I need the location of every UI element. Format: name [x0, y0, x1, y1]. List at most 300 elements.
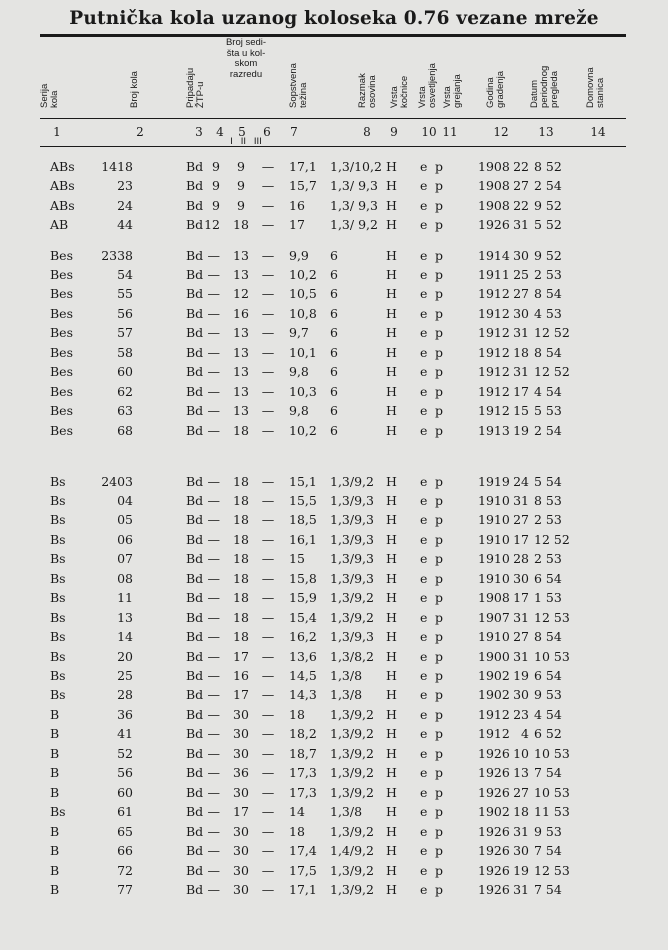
seats-class-3: —: [261, 422, 275, 438]
tare-weight: 15: [289, 551, 305, 567]
seats-class-1: —: [207, 745, 220, 761]
table-row: [0, 783, 668, 802]
wagon-number: 1418: [101, 159, 133, 174]
lighting-type: e: [420, 217, 428, 233]
build-year: 1910: [478, 551, 510, 567]
build-year: 1910: [478, 570, 510, 586]
seats-class-1: —: [207, 590, 220, 606]
table-row: [0, 265, 668, 284]
inspection-date: 10 53: [534, 648, 570, 664]
table-row: [0, 176, 668, 195]
lighting-type: e: [420, 745, 428, 761]
owner: Bd: [186, 862, 204, 878]
axle-spacing: 1,3/ 9,2: [330, 217, 378, 233]
brake-type: H: [386, 531, 397, 547]
seats-class-1: 9: [212, 159, 220, 174]
seats-class-3: —: [261, 706, 275, 722]
seats-class-3: —: [261, 492, 275, 508]
lighting-type: e: [420, 286, 428, 302]
seats-class-2: 18: [233, 473, 249, 489]
owner: Bd: [186, 570, 204, 586]
inspection-day: 31: [513, 325, 529, 341]
build-year: 1911: [478, 266, 510, 282]
axle-spacing: 1,3/ 9,3: [330, 178, 378, 194]
build-year: 1908: [478, 590, 510, 606]
brake-type: H: [386, 687, 397, 703]
seats-class-2: 9: [237, 159, 245, 174]
seats-class-2: 9: [237, 178, 245, 194]
axle-spacing: 1,3/9,2: [330, 590, 374, 606]
wagon-number: 28: [117, 687, 133, 703]
seats-class-1: —: [207, 364, 220, 380]
seats-class-3: —: [261, 178, 275, 194]
heating-type: p: [435, 648, 444, 664]
axle-spacing: 1,3/9,2: [330, 473, 374, 489]
build-year: 1910: [478, 531, 510, 547]
wagon-series: Bes: [50, 286, 73, 302]
seats-class-3: —: [261, 531, 275, 547]
tare-weight: 15,9: [289, 590, 317, 606]
build-year: 1926: [478, 784, 510, 800]
seats-class-3: —: [261, 403, 275, 419]
inspection-date: 2 53: [534, 551, 562, 567]
wagon-number: 2403: [101, 473, 133, 489]
inspection-date: 5 53: [534, 403, 562, 419]
brake-type: H: [386, 726, 397, 742]
owner: Bd: [186, 668, 204, 683]
inspection-day: 30: [513, 570, 529, 586]
wagon-series: Bs: [50, 668, 66, 683]
brake-type: H: [386, 823, 397, 839]
owner: Bd: [186, 648, 204, 664]
inspection-day: 22: [513, 197, 529, 213]
heating-type: p: [435, 881, 444, 897]
owner: Bd: [186, 217, 204, 233]
lighting-type: e: [420, 726, 428, 742]
inspection-date: 9 52: [534, 197, 562, 213]
tare-weight: 17,3: [289, 784, 317, 800]
inspection-day: 23: [513, 706, 529, 722]
heating-type: p: [435, 492, 444, 508]
tare-weight: 17: [289, 217, 305, 233]
lighting-type: e: [420, 804, 428, 820]
wagon-number: 72: [117, 862, 133, 878]
seats-class-1: 9: [212, 197, 220, 213]
brake-type: H: [386, 383, 397, 399]
owner: Bd: [186, 403, 204, 419]
column-number: 6: [263, 125, 271, 139]
header-pregled: Datum periodnog pregleda: [529, 65, 560, 108]
column-number: 8: [363, 125, 371, 139]
inspection-date: 5 54: [534, 473, 562, 489]
column-number: 7: [290, 125, 298, 139]
owner: Bd: [186, 531, 204, 547]
wagon-number: 57: [117, 325, 133, 341]
wagon-series: Bes: [50, 403, 73, 419]
build-year: 1926: [478, 765, 510, 781]
axle-spacing: 1,3/9,3: [330, 512, 374, 528]
inspection-date: 2 53: [534, 266, 562, 282]
wagon-series: B: [50, 745, 60, 761]
seats-class-1: —: [207, 325, 220, 341]
inspection-day: 18: [513, 804, 529, 820]
heating-type: p: [435, 286, 444, 302]
brake-type: H: [386, 745, 397, 761]
table-row: [0, 724, 668, 743]
inspection-day: 31: [513, 823, 529, 839]
table-row: [0, 666, 668, 685]
owner: Bd: [186, 286, 204, 302]
inspection-day: 25: [513, 266, 529, 282]
wagon-series: Bs: [50, 551, 66, 567]
wagon-series: B: [50, 706, 60, 722]
lighting-type: e: [420, 159, 428, 174]
lighting-type: e: [420, 648, 428, 664]
wagon-series: Bes: [50, 364, 73, 380]
column-number: 9: [390, 125, 398, 139]
brake-type: H: [386, 344, 397, 360]
seats-class-3: —: [261, 687, 275, 703]
wagon-series: Bes: [50, 247, 73, 263]
build-year: 1908: [478, 159, 510, 174]
seats-class-3: —: [261, 765, 275, 781]
table-row: [0, 705, 668, 724]
build-year: 1912: [478, 403, 510, 419]
seats-class-1: —: [207, 687, 220, 703]
seats-class-3: —: [261, 629, 275, 645]
table-row: [0, 510, 668, 529]
wagon-series: Bs: [50, 570, 66, 586]
axle-spacing: 1,3/9,3: [330, 570, 374, 586]
table-row: [0, 323, 668, 342]
inspection-date: 8 54: [534, 344, 562, 360]
lighting-type: e: [420, 570, 428, 586]
lighting-type: e: [420, 765, 428, 781]
wagon-series: Bes: [50, 325, 73, 341]
seats-class-1: —: [207, 570, 220, 586]
table-row: [0, 472, 668, 491]
table-row: [0, 647, 668, 666]
seats-class-1: 9: [212, 178, 220, 194]
heating-type: p: [435, 512, 444, 528]
owner: Bd: [186, 305, 204, 321]
heating-type: p: [435, 570, 444, 586]
axle-spacing: 1,3/8,2: [330, 648, 374, 664]
table-row: [0, 421, 668, 440]
inspection-date: 9 53: [534, 687, 562, 703]
lighting-type: e: [420, 551, 428, 567]
tare-weight: 15,5: [289, 492, 317, 508]
table-row: [0, 841, 668, 860]
wagon-number: 56: [117, 765, 133, 781]
tare-weight: 17,1: [289, 159, 317, 174]
inspection-day: 31: [513, 881, 529, 897]
brake-type: H: [386, 609, 397, 625]
inspection-day: 30: [513, 247, 529, 263]
heating-type: p: [435, 305, 444, 321]
lighting-type: e: [420, 403, 428, 419]
inspection-day: 17: [513, 383, 529, 399]
seats-class-3: —: [261, 286, 275, 302]
inspection-date: 12 53: [534, 862, 570, 878]
wagon-number: 60: [117, 784, 133, 800]
inspection-day: 30: [513, 305, 529, 321]
seats-class-3: —: [261, 325, 275, 341]
inspection-day: 31: [513, 217, 529, 233]
seats-class-3: —: [261, 512, 275, 528]
axle-spacing: 1,3/9,3: [330, 551, 374, 567]
owner: Bd: [186, 881, 204, 897]
brake-type: H: [386, 590, 397, 606]
table-row: [0, 284, 668, 303]
inspection-day: 30: [513, 843, 529, 859]
wagon-series: Bs: [50, 687, 66, 703]
column-number: 2: [136, 125, 144, 139]
inspection-day: 19: [513, 668, 529, 683]
axle-spacing: 1,3/9,2: [330, 862, 374, 878]
wagon-series: ABs: [50, 159, 75, 174]
tare-weight: 17,1: [289, 881, 317, 897]
inspection-day: 19: [513, 422, 529, 438]
lighting-type: e: [420, 512, 428, 528]
build-year: 1910: [478, 492, 510, 508]
wagon-number: 24: [117, 197, 133, 213]
seats-class-2: 18: [233, 609, 249, 625]
heating-type: p: [435, 364, 444, 380]
seats-class-2: 18: [233, 492, 249, 508]
seats-class-1: —: [207, 383, 220, 399]
inspection-date: 10 53: [534, 784, 570, 800]
column-number: 3: [195, 125, 203, 139]
seats-class-2: 18: [233, 512, 249, 528]
inspection-date: 12 53: [534, 609, 570, 625]
seats-class-3: —: [261, 823, 275, 839]
inspection-date: 7 54: [534, 765, 562, 781]
table-row: [0, 246, 668, 265]
tare-weight: 18,5: [289, 512, 317, 528]
heating-type: p: [435, 383, 444, 399]
wagon-number: 56: [117, 305, 133, 321]
owner: Bd: [186, 823, 204, 839]
heating-type: p: [435, 197, 444, 213]
seats-class-3: —: [261, 745, 275, 761]
build-year: 1908: [478, 178, 510, 194]
seats-class-1: —: [207, 862, 220, 878]
wagon-series: ABs: [50, 178, 75, 194]
table-row: [0, 530, 668, 549]
tare-weight: 18: [289, 706, 305, 722]
seats-class-3: —: [261, 473, 275, 489]
build-year: 1902: [478, 668, 510, 683]
wagon-series: ABs: [50, 197, 75, 213]
inspection-date: 5 52: [534, 217, 562, 233]
inspection-date: 7 54: [534, 843, 562, 859]
table-row: [0, 685, 668, 704]
owner: Bd: [186, 473, 204, 489]
wagon-series: B: [50, 862, 60, 878]
seats-class-1: —: [207, 881, 220, 897]
owner: Bd: [186, 784, 204, 800]
inspection-day: 18: [513, 344, 529, 360]
table-row: [0, 157, 668, 176]
inspection-day: 15: [513, 403, 529, 419]
wagon-number: 36: [117, 706, 133, 722]
seats-class-2: 17: [233, 804, 249, 820]
seats-class-2: 30: [233, 706, 249, 722]
inspection-day: 31: [513, 609, 529, 625]
wagon-series: Bs: [50, 473, 66, 489]
inspection-date: 4 53: [534, 305, 562, 321]
axle-spacing: 1,3/9,3: [330, 629, 374, 645]
axle-spacing: 1,3/9,2: [330, 823, 374, 839]
wagon-number: 07: [117, 551, 133, 567]
axle-spacing: 1,3/9,2: [330, 609, 374, 625]
seats-class-1: —: [207, 512, 220, 528]
tare-weight: 9,9: [289, 247, 309, 263]
column-number: 1: [53, 125, 61, 139]
inspection-date: 7 54: [534, 881, 562, 897]
table-row: [0, 627, 668, 646]
brake-type: H: [386, 881, 397, 897]
lighting-type: e: [420, 422, 428, 438]
seats-class-2: 30: [233, 843, 249, 859]
wagon-number: 20: [117, 648, 133, 664]
inspection-day: 17: [513, 590, 529, 606]
brake-type: H: [386, 706, 397, 722]
wagon-number: 65: [117, 823, 133, 839]
owner: Bd: [186, 364, 204, 380]
inspection-date: 12 52: [534, 531, 570, 547]
column-number: 5: [238, 125, 246, 139]
heating-type: p: [435, 765, 444, 781]
owner: Bd: [186, 609, 204, 625]
tare-weight: 10,5: [289, 286, 317, 302]
table-row: [0, 569, 668, 588]
inspection-date: 4 54: [534, 706, 562, 722]
header-kocnica: Vrsta kočnice: [389, 75, 410, 108]
inspection-date: 2 54: [534, 178, 562, 194]
heating-type: p: [435, 551, 444, 567]
brake-type: H: [386, 364, 397, 380]
build-year: 1900: [478, 648, 510, 664]
owner: Bd: [186, 745, 204, 761]
seats-class-1: —: [207, 551, 220, 567]
seats-class-3: —: [261, 881, 275, 897]
brake-type: H: [386, 159, 397, 174]
owner: Bd: [186, 247, 204, 263]
tare-weight: 18: [289, 823, 305, 839]
axle-spacing: 1,3/8: [330, 687, 363, 703]
header-godina: Godina gradenja: [485, 71, 506, 108]
wagon-number: 77: [117, 881, 133, 897]
header-stanica: Domovna stanica: [585, 67, 606, 108]
seats-class-1: —: [207, 247, 220, 263]
heating-type: p: [435, 344, 444, 360]
seats-class-2: 18: [233, 217, 249, 233]
build-year: 1902: [478, 804, 510, 820]
lighting-type: e: [420, 609, 428, 625]
brake-type: H: [386, 784, 397, 800]
table-row: [0, 491, 668, 510]
axle-spacing: 6: [330, 266, 338, 282]
header-razmak: Razmak osovina: [357, 73, 378, 108]
wagon-series: B: [50, 765, 60, 781]
inspection-day: 17: [513, 531, 529, 547]
tare-weight: 15,1: [289, 473, 317, 489]
seats-class-2: 36: [233, 765, 249, 781]
owner: Bd: [186, 178, 204, 194]
seats-class-2: 17: [233, 648, 249, 664]
seats-class-2: 30: [233, 784, 249, 800]
wagon-series: Bs: [50, 609, 66, 625]
seats-class-3: —: [261, 383, 275, 399]
seats-class-3: —: [261, 843, 275, 859]
tare-weight: 9,8: [289, 403, 309, 419]
wagon-number: 04: [117, 492, 133, 508]
column-number: 10: [421, 125, 437, 139]
seats-class-2: 18: [233, 629, 249, 645]
inspection-date: 12 52: [534, 364, 570, 380]
wagon-series: AB: [50, 217, 69, 233]
seats-class-3: —: [261, 344, 275, 360]
wagon-number: 66: [117, 843, 133, 859]
axle-spacing: 1,3/10,2: [330, 159, 382, 174]
tare-weight: 9,8: [289, 364, 309, 380]
owner: Bd: [186, 629, 204, 645]
owner: Bd: [186, 159, 204, 174]
axle-spacing: 1,3/9,2: [330, 881, 374, 897]
inspection-date: 2 54: [534, 422, 562, 438]
lighting-type: e: [420, 492, 428, 508]
wagon-series: Bs: [50, 648, 66, 664]
lighting-type: e: [420, 305, 428, 321]
inspection-day: 30: [513, 687, 529, 703]
lighting-type: e: [420, 784, 428, 800]
brake-type: H: [386, 422, 397, 438]
wagon-series: Bs: [50, 629, 66, 645]
brake-type: H: [386, 266, 397, 282]
inspection-day: 24: [513, 473, 529, 489]
wagon-number: 52: [117, 745, 133, 761]
lighting-type: e: [420, 247, 428, 263]
seats-class-1: —: [207, 648, 220, 664]
wagon-series: Bs: [50, 804, 66, 820]
axle-spacing: 6: [330, 383, 338, 399]
wagon-number: 58: [117, 344, 133, 360]
seats-class-1: —: [207, 473, 220, 489]
brake-type: H: [386, 305, 397, 321]
seats-class-1: —: [207, 305, 220, 321]
build-year: 1926: [478, 843, 510, 859]
table-row: [0, 549, 668, 568]
brake-type: H: [386, 325, 397, 341]
wagon-number: 54: [117, 266, 133, 282]
seats-class-1: —: [207, 403, 220, 419]
brake-type: H: [386, 178, 397, 194]
header-razredi: I II III: [230, 136, 262, 147]
axle-spacing: 1,3/9,2: [330, 726, 374, 742]
tare-weight: 15,4: [289, 609, 317, 625]
heating-type: p: [435, 706, 444, 722]
seats-class-3: —: [261, 551, 275, 567]
heating-type: p: [435, 247, 444, 263]
seats-class-2: 13: [233, 383, 249, 399]
wagon-number: 68: [117, 422, 133, 438]
tare-weight: 18,2: [289, 726, 317, 742]
wagon-number: 63: [117, 403, 133, 419]
seats-class-1: —: [207, 726, 220, 742]
lighting-type: e: [420, 687, 428, 703]
